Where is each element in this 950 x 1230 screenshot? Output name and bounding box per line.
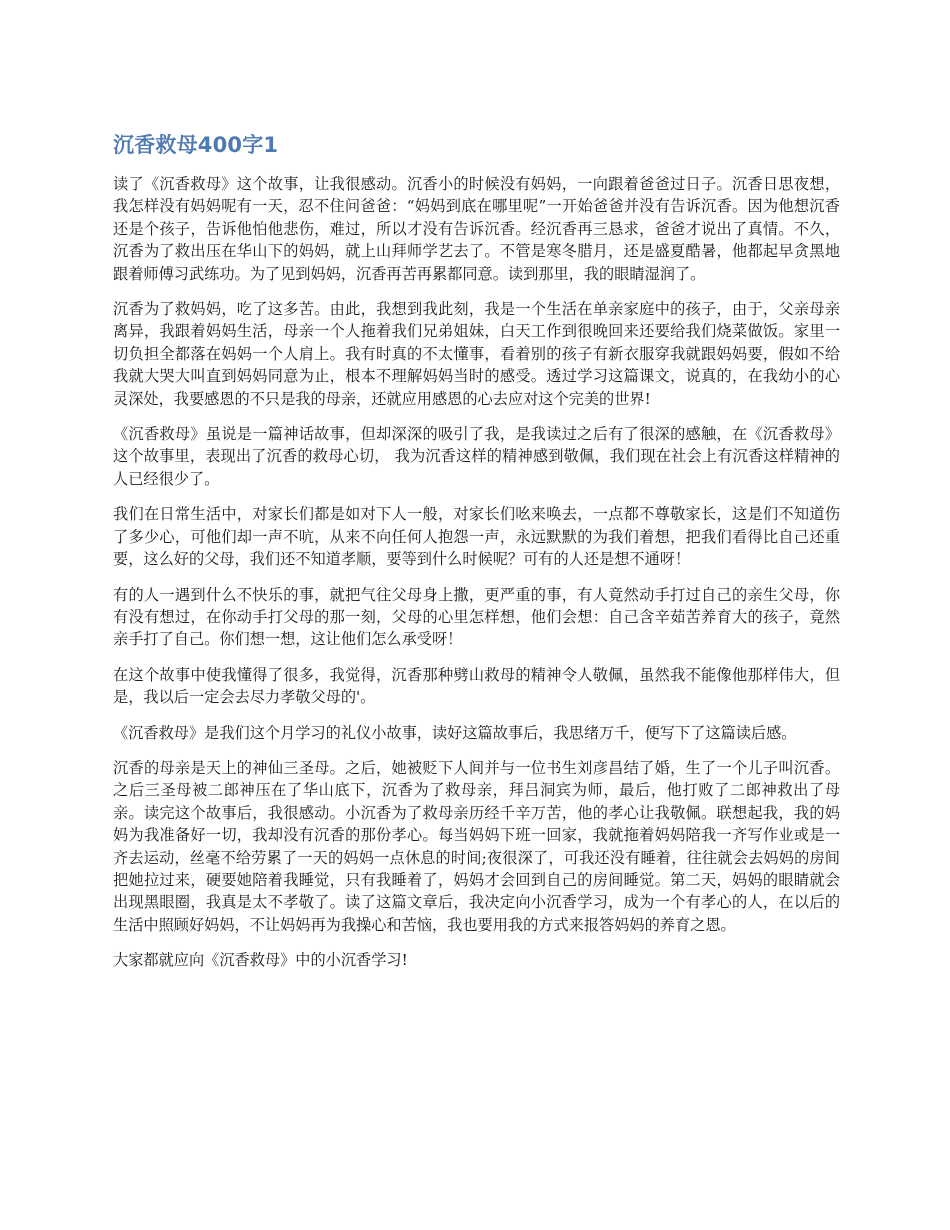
- paragraph-9: 大家都就应向《沉香救母》中的小沉香学习!: [113, 951, 408, 970]
- paragraph-5: 有的人一遇到什么不快乐的事，就把气往父母身上撒，更严重的事，有人竟然动手打过自己的亲生父母，你有没有想过，在你动手打父母的那一刻，父母的心里怎样想，他们会想：自己含辛茹苦养育大的孩子，竟然亲手打了自己。你们想一想，这让他们怎么承受呀！: [113, 585, 840, 649]
- paragraph-4: 我们在日常生活中，对家长们都是如对下人一般，对家长们吆来唤去，一点都不尊敬家长，这是们不知道伤了多少心，可他们却一声不吭，从来不向任何人抱怨一声，永远默默的为我们着想，把我们看得比自己还重要，这么好的父母，我们还不知道孝顺，要等到什么时候呢？可有的人还是想不通呀！: [113, 505, 840, 569]
- paragraph-6: 在这个故事中使我懂得了很多，我觉得，沉香那种劈山救母的精神令人敬佩，虽然我不能像他那样伟大，但是，我以后一定会去尽力孝敬父母的'。: [113, 665, 840, 707]
- paragraph-3: 《沉香救母》虽说是一篇神话故事，但却深深的吸引了我，是我读过之后有了很深的感触，在《沉香救母》这个故事里，表现出了沉香的救母心切， 我为沉香这样的精神感到敬佩，我们现在社会上有沉香这样精神的人已经很少了。: [113, 425, 840, 488]
- paragraph-8: 沉香的母亲是天上的神仙三圣母。之后，她被贬下人间并与一位书生刘彦昌结了婚，生了一个儿子叫沉香。之后三圣母被二郎神压在了华山底下，沉香为了救母亲，拜吕洞宾为师，最后，他打败了二郎神救出了母亲。读完这个故事后，我很感动。小沉香为了救母亲历经千辛万苦，他的孝心让我敬佩。联想起我，我的妈妈为我准备好一切，我却没有沉香的那份孝心。每当妈妈下班一回家，我就拖着妈妈陪我一齐写作业或是一齐去运动，丝毫不给劳累了一天的妈妈一点休息的时间;夜很深了，可我还没有睡着，往往就会去妈妈的房间把她拉过来，硬要她陪着我睡觉，只有我睡着了，妈妈才会回到自己的房间睡觉。第二天，妈妈的眼睛就会出现黑眼圈，我真是太不孝敬了。读了这篇文章后，我决定向小沉香学习，成为一个有孝心的人，在以后的生活中照顾好妈妈，不让妈妈再为我操心和苦恼，我也要用我的方式来报答妈妈的养育之恩。: [113, 758, 840, 934]
- paragraph-1: 读了《沉香救母》这个故事，让我很感动。沉香小的时候没有妈妈，一向跟着爸爸过日子。沉香日思夜想，我怎样没有妈妈呢有一天，忍不住问爸爸：“妈妈到底在哪里呢”一开始爸爸并没有告诉沉香。因为他想沉香还是个孩子，告诉他怕他悲伤，难过，所以才没有告诉沉香。经沉香再三恳求，爸爸才说出了真情。不久，沉香为了救出压在华山下的妈妈，就上山拜师学艺去了。不管是寒冬腊月，还是盛夏酷暑，他都起早贪黑地跟着师傅习武练功。为了见到妈妈，沉香再苦再累都同意。读到那里，我的眼睛湿润了。: [113, 175, 840, 283]
- document-title: 沉香救母400字1: [113, 133, 279, 157]
- document-page: [113, 128, 840, 985]
- paragraph-2: 沉香为了救妈妈，吃了这多苦。由此，我想到我此刻，我是一个生活在单亲家庭中的孩子，由于，父亲母亲离异，我跟着妈妈生活，母亲一个人拖着我们兄弟姐妹，白天工作到很晚回来还要给我们烧菜做饭。家里一切负担全都落在妈妈一个人肩上。我有时真的不太懂事，看着别的孩子有新衣服穿我就跟妈妈要，假如不给我就大哭大叫直到妈妈同意为止，根本不理解妈妈当时的感受。透过学习这篇课文，说真的，在我幼小的心灵深处，我要感恩的不只是我的母亲，还就应用感恩的心去应对这个完美的世界!: [113, 300, 840, 408]
- paragraph-7: 《沉香救母》是我们这个月学习的礼仪小故事，读好这篇故事后，我思绪万千，便写下了这篇读后感。: [113, 723, 797, 742]
